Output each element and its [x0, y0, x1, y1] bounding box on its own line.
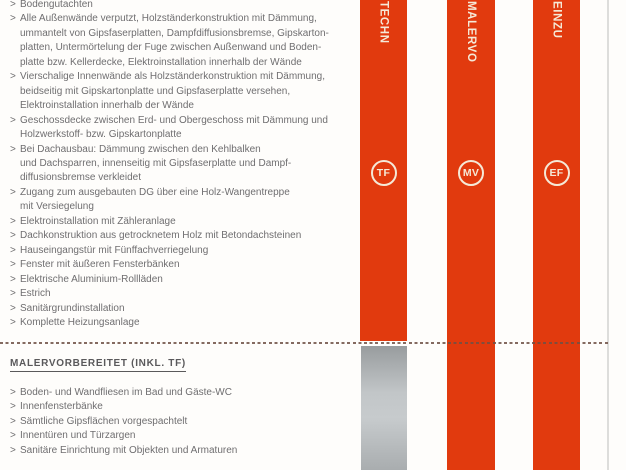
list-bullet: >: [10, 415, 16, 427]
list-bullet: >: [10, 143, 16, 155]
list-bullet: >: [10, 444, 16, 456]
list-item-line: platte bzw. Kellerdecke, Elektroinstallation innerhalb der Wände: [20, 56, 302, 68]
list-bullet: >: [10, 401, 16, 413]
stage-column-mv: [447, 0, 495, 470]
list-item-line: Boden- und Wandfliesen im Bad und Gäste-WC: [20, 387, 232, 398]
list-item-line: Elektroinstallation mit Zähleranlage: [20, 215, 176, 227]
list-item: [10, 444, 355, 458]
list-item: [10, 12, 355, 70]
list-item-line: platten, Untermörtelung der Fuge zwischen Außenwand und Boden-: [20, 42, 322, 54]
list-bullet: >: [10, 0, 16, 10]
list-item: [10, 415, 355, 429]
page-right-border: [607, 0, 609, 470]
list-item: [10, 386, 355, 400]
list-item: [10, 258, 355, 272]
section-heading: MALERVORBEREITET (INKL. TF): [10, 358, 186, 372]
list-item-line: Bodengutachten: [20, 0, 93, 10]
list-item-line: Estrich: [20, 288, 51, 300]
list-bullet: >: [10, 288, 16, 300]
list-item-line: Zugang zum ausgebauten DG über eine Holz-Wangentreppe: [20, 186, 290, 198]
stage-column-label-tf: [360, 1, 407, 44]
feature-list-technikfertig: [10, 0, 355, 330]
list-item: [10, 316, 355, 330]
stage-badge-ef: EF: [544, 160, 570, 186]
list-bullet: >: [10, 273, 16, 285]
list-bullet: >: [10, 215, 16, 227]
list-item-line: Vierschalige Innenwände als Holzständerkonstruktion mit Dämmung,: [20, 71, 325, 83]
list-bullet: >: [10, 259, 16, 271]
stage-column-label-text: MALERVO: [465, 1, 477, 63]
stage-column-label-text: TECHN: [377, 1, 390, 44]
list-item: [10, 400, 355, 414]
stage-column-ef: [533, 0, 580, 470]
list-item-line: Sanitärgrundinstallation: [20, 302, 125, 314]
list-bullet: >: [10, 387, 16, 398]
list-bullet: >: [10, 13, 16, 25]
stage-column-label-text: EINZU: [550, 1, 563, 39]
list-item: [10, 0, 355, 12]
list-item: [10, 186, 355, 215]
list-item-line: Innenfensterbänke: [20, 401, 103, 413]
list-item-line: Elektrische Aluminium-Rollläden: [20, 273, 163, 285]
list-item-line: und Dachsparren, innenseitig mit Gipsfaserplatte und Dampf-: [20, 157, 292, 169]
list-item-line: Sämtliche Gipsflächen vorgespachtelt: [20, 415, 188, 427]
list-item: [10, 244, 355, 258]
list-item: [10, 215, 355, 229]
list-item: [10, 70, 355, 113]
list-item: [10, 429, 355, 443]
stage-column-tf: [360, 0, 407, 341]
list-item: [10, 302, 355, 316]
list-item: [10, 114, 355, 143]
list-item-line: beidseitig mit Gipskartonplatte und Gipsfaserplatte versehen,: [20, 85, 291, 97]
list-item-line: Elektroinstallation innerhalb der Wände: [20, 100, 194, 112]
list-item-line: mit Versiegelung: [20, 201, 94, 213]
list-bullet: >: [10, 244, 16, 256]
stage-column-label-ef: [533, 1, 580, 39]
list-bullet: >: [10, 71, 16, 83]
feature-list-malervorbereitet: [10, 386, 355, 458]
list-item: [10, 143, 355, 186]
list-item-line: Innentüren und Türzargen: [20, 430, 136, 442]
list-item-line: Alle Außenwände verputzt, Holzständerkonstruktion mit Dämmung,: [20, 13, 317, 25]
list-bullet: >: [10, 114, 16, 126]
stage-badge-mv: MV: [458, 160, 484, 186]
list-bullet: >: [10, 186, 16, 198]
list-bullet: >: [10, 430, 16, 442]
stage-badge-tf: TF: [371, 160, 397, 186]
list-bullet: >: [10, 302, 16, 314]
list-item-line: Sanitäre Einrichtung mit Objekten und Armaturen: [20, 444, 238, 456]
list-item-line: Hauseingangstür mit Fünffachverriegelung: [20, 244, 209, 256]
list-item-line: Geschossdecke zwischen Erd- und Obergeschoss mit Dämmung und: [20, 114, 328, 126]
stage-column-label-mv: [447, 1, 495, 63]
dashed-divider: [0, 342, 608, 344]
list-item: [10, 229, 355, 243]
list-item-line: diffusionsbremse verkleidet: [20, 172, 141, 184]
list-item-line: Holzwerkstoff- bzw. Gipskartonplatte: [20, 129, 182, 141]
list-bullet: >: [10, 316, 16, 328]
list-item-line: Dachkonstruktion aus getrocknetem Holz mit Betondachsteinen: [20, 230, 302, 242]
list-item-line: Bei Dachausbau: Dämmung zwischen den Kehlbalken: [20, 143, 261, 155]
list-item: [10, 287, 355, 301]
list-bullet: >: [10, 230, 16, 242]
list-item: [10, 273, 355, 287]
list-item-line: Fenster mit äußeren Fensterbänken: [20, 259, 180, 271]
list-item-line: ummantelt von Gipsfaserplatten, Dampfdiffusionsbremse, Gipskarton-: [20, 27, 329, 39]
gray-column-continuation: [361, 346, 407, 470]
list-item-line: Komplette Heizungsanlage: [20, 316, 140, 328]
